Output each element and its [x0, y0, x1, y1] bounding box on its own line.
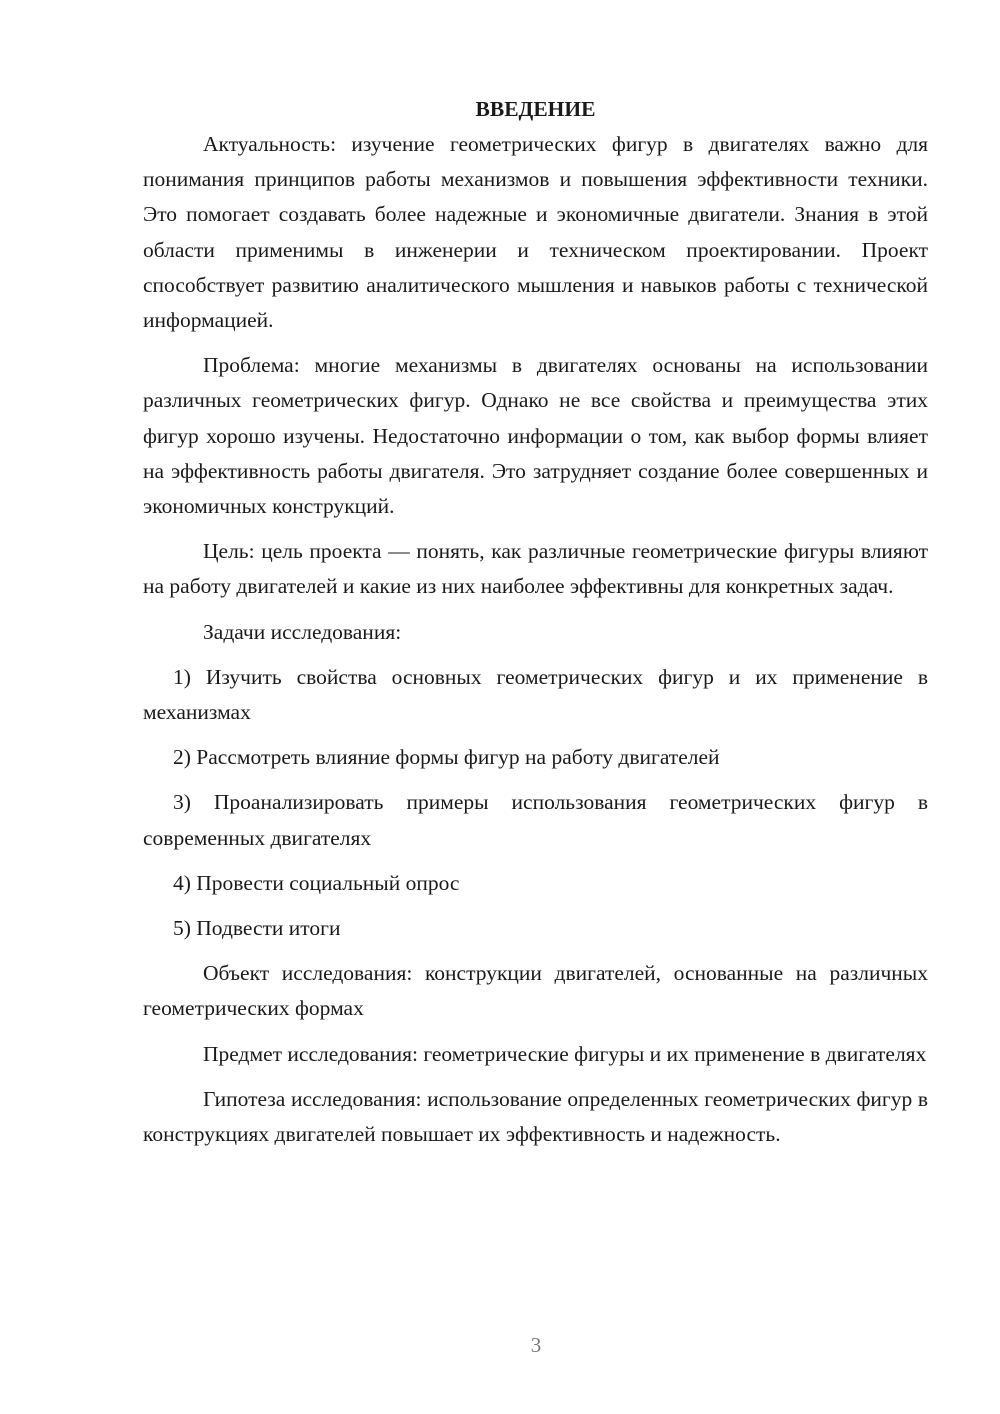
task-item-3: 3) Проанализировать примеры использования геометрических фигур в современных двигателях [143, 790, 928, 850]
paragraph-object: Объект исследования: конструкции двигателей, основанные на различных геометрических формах [143, 961, 928, 1021]
paragraph-goal: Цель: цель проекта — понять, как различные геометрические фигуры влияют на работу двигателей и какие из них наиболее эффективны для конкретных задач. [143, 539, 928, 599]
document-page [143, 92, 928, 1162]
page-title: ВВЕДЕНИЕ [475, 97, 596, 121]
paragraph-relevance: Актуальность: изучение геометрических фигур в двигателях важно для понимания принципов работы механизмов и повышения эффективности техники. Это помогает создавать более надежные и экономичные двигатели. Знания в этой области применимы в инженерии и техническом проектировании. Проект способствует развитию аналитического мышления и навыков работы с технической информацией. [143, 132, 928, 333]
task-item-2: 2) Рассмотреть влияние формы фигур на работу двигателей [173, 745, 720, 770]
paragraph-problem: Проблема: многие механизмы в двигателях основаны на использовании различных геометрических фигур. Однако не все свойства и преимущества этих фигур хорошо изучены. Недостаточно информации о том, как выбор формы влияет на эффективность работы двигателя. Это затрудняет создание более совершенных и экономичных конструкций. [143, 353, 928, 519]
paragraph-hypothesis: Гипотеза исследования: использование определенных геометрических фигур в конструкциях двигателей повышает их эффективность и надежность. [143, 1086, 928, 1147]
task-item-5: 5) Подвести итоги [173, 916, 341, 941]
task-item-1: 1) Изучить свойства основных геометрических фигур и их применение в механизмах [143, 664, 928, 725]
task-item-4: 4) Провести социальный опрос [173, 870, 460, 895]
paragraph-subject: Предмет исследования: геометрические фигуры и их применение в двигателях [203, 1041, 927, 1066]
page-number: 3 [530, 1333, 542, 1357]
paragraph-tasks-heading: Задачи исследования: [203, 619, 402, 644]
